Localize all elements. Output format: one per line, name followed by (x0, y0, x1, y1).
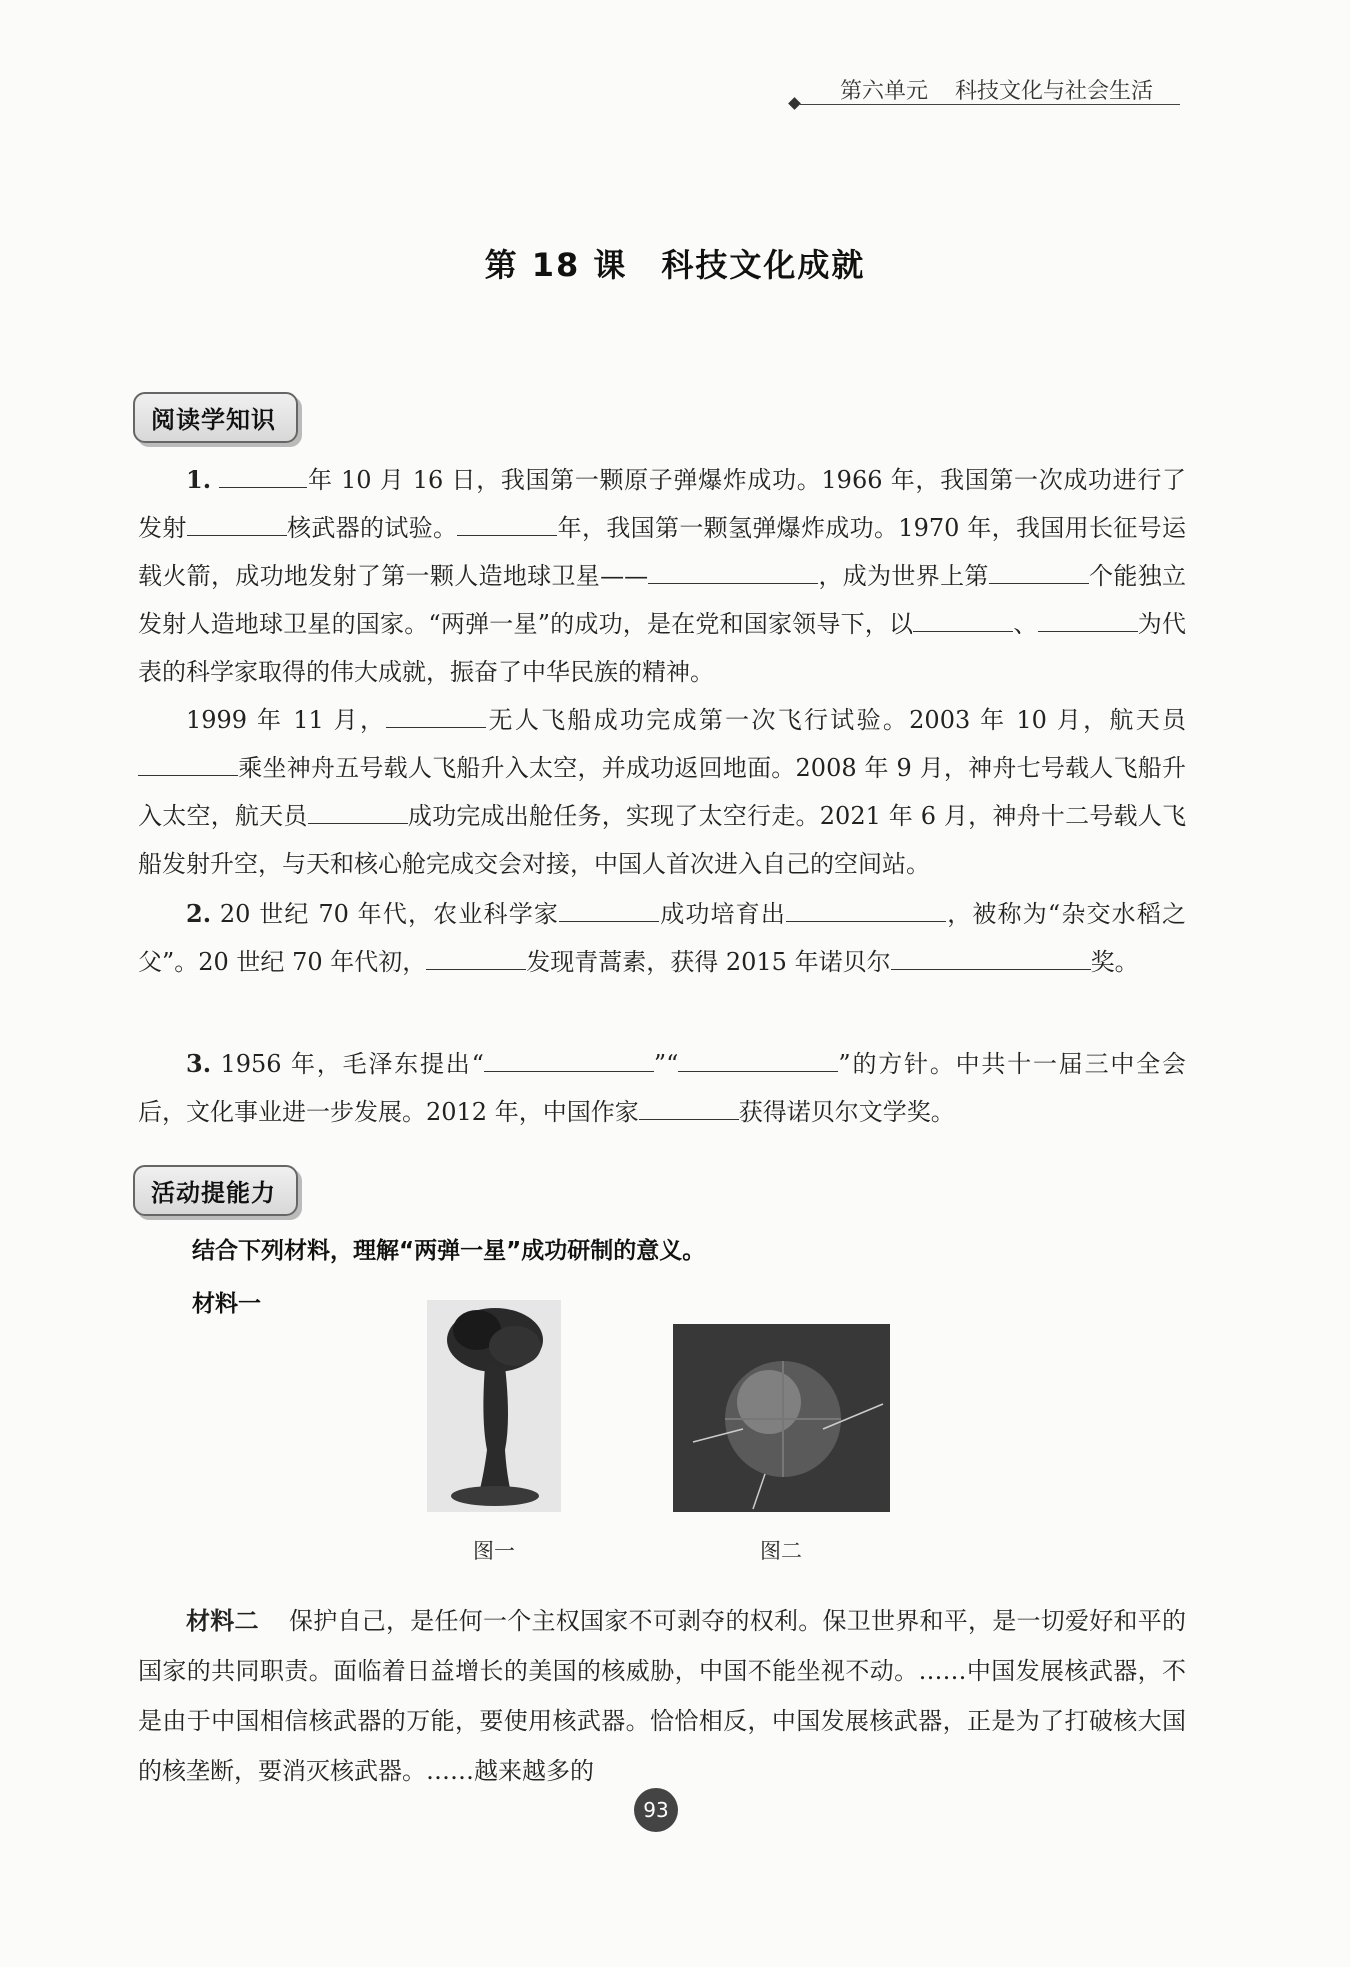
lesson-title: 第 18 课 科技文化成就 (484, 246, 866, 284)
question-1-paragraph-1 (138, 456, 1186, 696)
unit-number: 第六单元 (840, 79, 929, 104)
material-2-label: 材料二 (186, 1607, 259, 1635)
question-text: 年 10 月 16 日，我国第一颗原子弹爆炸成功。1966 年，我国第一次成功进行了发射 (138, 466, 1186, 542)
answer-blank[interactable] (484, 1047, 654, 1072)
question-text: 无人飞船成功完成第一次飞行试验。2003 年 10 月，航天员 (486, 706, 1186, 734)
question-text: 发现青蒿素，获得 2015 年诺贝尔 (526, 948, 891, 976)
header-rule (800, 104, 1180, 105)
question-text: 核武器的试验。 (286, 514, 458, 542)
answer-blank[interactable] (891, 945, 1091, 970)
answer-blank[interactable] (913, 607, 1013, 632)
page-number: 93 (634, 1788, 678, 1832)
answer-blank[interactable] (786, 897, 946, 922)
activity-instruction: 结合下列材料，理解“两弹一星”成功研制的意义。 (192, 1238, 706, 1264)
section-badge-activity: 活动提能力 (133, 1165, 298, 1216)
question-3-number: 3. (186, 1049, 212, 1078)
question-1-paragraph-2 (138, 696, 1186, 888)
question-text: 20 世纪 70 年代，农业科学家 (219, 900, 560, 928)
question-text: ，成为世界上第 (818, 562, 989, 590)
question-text: ，被称为“杂交水稻之父”。20 世纪 70 年代初， (138, 900, 1186, 976)
answer-blank[interactable] (386, 703, 486, 728)
question-text: 1956 年，毛泽东提出“ (220, 1050, 484, 1078)
satellite-icon (673, 1324, 890, 1512)
question-text: 成功完成出舱任务，实现了太空行走。2021 年 6 月，神舟十二号载人飞船发射升空，与天和核心舱完成交会对接，中国人首次进入自己的空间站。 (138, 802, 1187, 878)
mushroom-cloud-icon (427, 1300, 561, 1512)
answer-blank[interactable] (457, 511, 557, 536)
answer-blank[interactable] (138, 751, 238, 776)
material-1-label: 材料一 (192, 1291, 261, 1317)
answer-blank[interactable] (308, 799, 408, 824)
question-text: 为代表的科学家取得的伟大成就，振奋了中华民族的精神。 (138, 610, 1186, 686)
question-text: 成功培育出 (659, 900, 787, 928)
question-text: ”的方针。中共十一届三中全会后，文化事业进一步发展。2012 年，中国作家 (138, 1050, 1186, 1126)
unit-header (790, 74, 1180, 105)
figure-2-caption: 图二 (760, 1539, 802, 1563)
answer-blank[interactable] (648, 559, 818, 584)
question-text: 、 (1013, 610, 1038, 638)
question-text: 个能独立发射人造地球卫星的国家。“两弹一星”的成功，是在党和国家领导下，以 (138, 562, 1187, 638)
answer-blank[interactable] (1038, 607, 1138, 632)
answer-blank[interactable] (989, 559, 1089, 584)
answer-blank[interactable] (187, 511, 287, 536)
mushroom-cloud-image (427, 1300, 561, 1512)
material-2-paragraph (138, 1596, 1186, 1796)
answer-blank[interactable] (426, 945, 526, 970)
question-2 (138, 890, 1186, 986)
answer-blank[interactable] (678, 1047, 838, 1072)
unit-title: 科技文化与社会生活 (955, 79, 1154, 104)
question-text: ”“ (653, 1050, 679, 1078)
question-text: 奖。 (1090, 948, 1139, 976)
material-2-text: 保护自己，是任何一个主权国家不可剥夺的权利。保卫世界和平，是一切爱好和平的国家的共同职责。面临着日益增长的美国的核威胁，中国不能坐视不动。……中国发展核武器，不是由于中国相信核武器的万能，要使用核武器。恰恰相反，中国发展核武器，正是为了打破核大国的核垄断，要消灭核武器。……越来越多的 (138, 1607, 1186, 1785)
question-text: 乘坐神舟五号载人飞船升入太空，并成功返回地面。2008 年 9 月，神舟七号载人飞船升入太空，航天员 (138, 754, 1186, 830)
question-text: 1999 年 11 月， (186, 706, 387, 734)
section-badge-reading: 阅读学知识 (133, 392, 298, 443)
figure-1-caption: 图一 (473, 1539, 515, 1563)
question-3 (138, 1040, 1186, 1136)
question-2-number: 2. (186, 899, 212, 928)
question-text: 年，我国第一颗氢弹爆炸成功。1970 年，我国用长征号运载火箭，成功地发射了第一颗人造地球卫星—— (138, 514, 1186, 590)
answer-blank[interactable] (559, 897, 659, 922)
answer-blank[interactable] (639, 1095, 739, 1120)
answer-blank[interactable] (219, 463, 307, 488)
question-text: 获得诺贝尔文学奖。 (738, 1098, 955, 1126)
question-1-number: 1. (186, 465, 212, 494)
satellite-image (673, 1324, 890, 1512)
